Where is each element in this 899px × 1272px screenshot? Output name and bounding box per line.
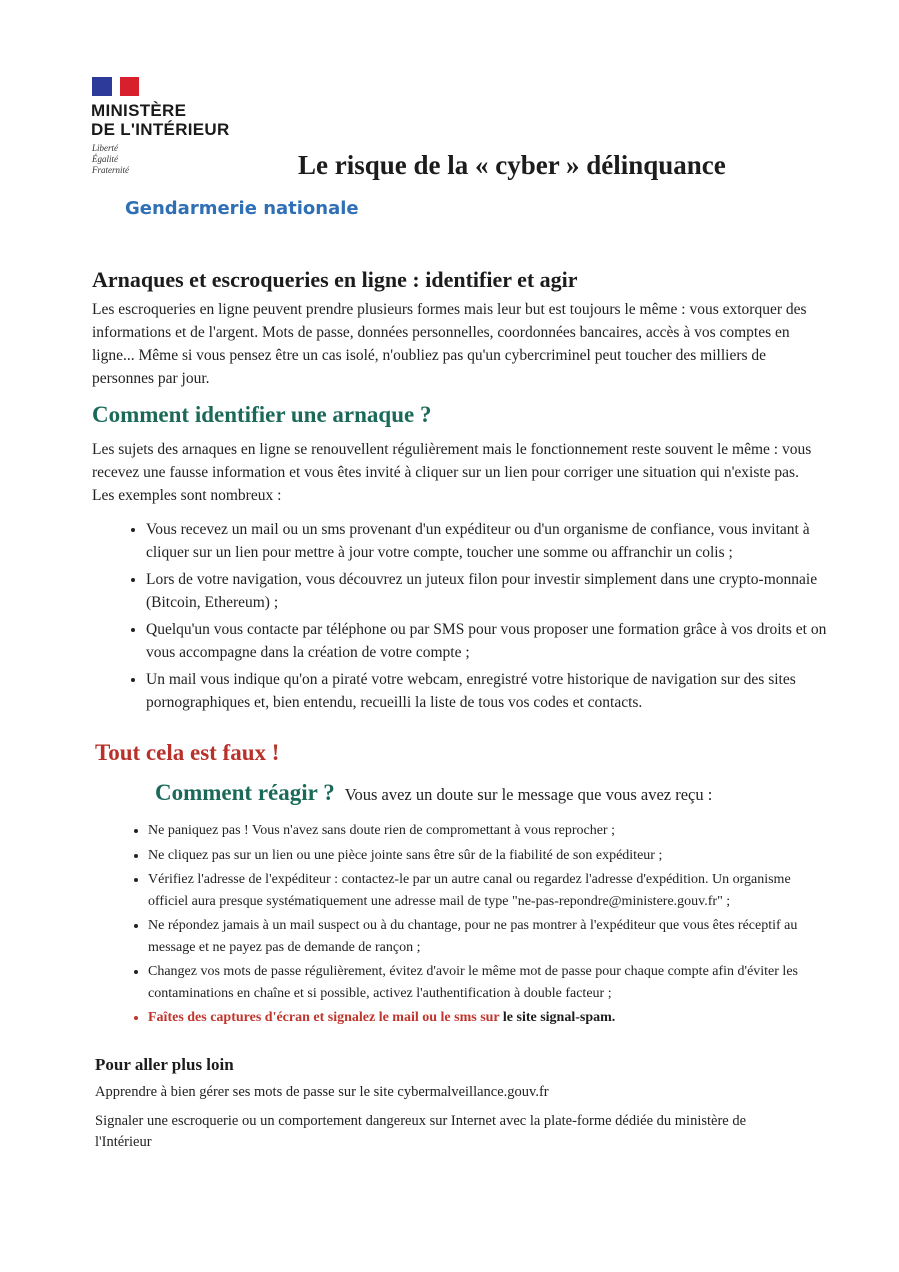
motto-fraternite: Fraternité [92, 165, 129, 175]
flag-red-band [120, 77, 139, 96]
ministry-name [91, 101, 291, 139]
report-instruction: Faîtes des captures d'écran et signalez le mail ou le sms sur [148, 1010, 500, 1025]
section-title-scams: Arnaques et escroqueries en ligne : identifier et agir [92, 267, 578, 292]
ministry-line-2: DE L'INTÉRIEUR [91, 120, 230, 139]
gendarmerie-subtitle: Gendarmerie nationale [125, 198, 359, 219]
motto-egalite: Égalité [92, 154, 118, 164]
republic-logo-flag [92, 77, 139, 96]
reaction-tips-list [124, 820, 828, 1032]
flag-blue-band [92, 77, 112, 96]
cybermalveillance-link-line[interactable]: Apprendre à bien gérer ses mots de passe sur le site cybermalveillance.gouv.fr [95, 1084, 549, 1100]
document-title: Le risque de la « cyber » délinquance [298, 150, 726, 180]
section-title-react: Comment réagir ? [155, 780, 335, 805]
list-item: • Vous recevez un mail ou un sms provenant d'un expéditeur ou d'un organisme de confiance, vous invitant à cliquer sur un lien pour mettre à jour votre compte, toucher une somme ou affranchir un colis ; [146, 518, 846, 564]
identify-intro-paragraph: Les sujets des arnaques en ligne se renouvellent régulièrement mais le fonctionnement reste souvent le même : vous recevez une fausse information et vous êtes invité à cliquer sur un lien pour corriger une situation qui n'existe pas. Les exemples sont nombreux : [92, 441, 812, 504]
warning-heading: Tout cela est faux ! [95, 740, 280, 765]
list-item: • Ne répondez jamais à un mail suspect ou à du chantage, pour ne pas montrer à l'expéditeur que vous êtes réceptif au message et ne payez pas de demande de rançon ; [148, 915, 828, 958]
report-platform-link-line[interactable]: Signaler une escroquerie ou un comportement dangereux sur Internet avec la plate-forme dédiée du ministère de l'Intérieur [95, 1113, 747, 1150]
list-item: • Vérifiez l'adresse de l'expéditeur : contactez-le par un autre canal ou regardez l'adresse d'expédition. Un organisme officiel aura presque systématiquement une adresse mail de type "ne-pas-repondre@ministere.gouv.fr" ; [148, 869, 828, 912]
ministry-line-1: MINISTÈRE [91, 101, 187, 120]
scams-intro-paragraph: Les escroqueries en ligne peuvent prendre plusieurs formes mais leur but est toujours le même : vous extorquer des informations et de l'argent. Mots de passe, données personnelles, coordonnées bancaires, accès à vos comptes en ligne... Même si vous pensez être un cas isolé, n'oubliez pas qu'un cybercriminel peut toucher des milliers de personnes par jour. [92, 301, 807, 387]
republic-motto [92, 143, 192, 176]
further-heading: Pour aller plus loin [95, 1055, 234, 1074]
signal-spam-link[interactable]: le site signal-spam. [502, 1010, 616, 1025]
list-item: • Quelqu'un vous contacte par téléphone ou par SMS pour vous proposer une formation grâce à vos droits et on vous accompagne dans la création de votre compte ; [146, 618, 846, 664]
react-heading-line [155, 778, 712, 808]
report-list-item [148, 1007, 828, 1029]
motto-liberte: Liberté [92, 143, 118, 153]
scam-examples-list [122, 518, 846, 718]
react-intro: Vous avez un doute sur le message que vous avez reçu : [344, 785, 713, 804]
list-item: • Lors de votre navigation, vous découvrez un juteux filon pour investir simplement dans une crypto-monnaie (Bitcoin, Ethereum) ; [146, 568, 846, 614]
list-item: • Un mail vous indique qu'on a piraté votre webcam, enregistré votre historique de navigation sur des sites pornographiques et, bien entendu, recueilli la liste de tous vos codes et contacts. [146, 668, 846, 714]
list-item: • Ne paniquez pas ! Vous n'avez sans doute rien de compromettant à vous reprocher ; [148, 820, 828, 842]
list-item: • Changez vos mots de passe régulièrement, évitez d'avoir le même mot de passe pour chaque compte afin d'éviter les contaminations en chaîne et si possible, activez l'authentification à double facteur ; [148, 961, 828, 1004]
flag-white-band [112, 77, 120, 96]
list-item: • Ne cliquez pas sur un lien ou une pièce jointe sans être sûr de la fiabilité de son expéditeur ; [148, 845, 828, 867]
section-title-identify: Comment identifier une arnaque ? [92, 402, 432, 427]
